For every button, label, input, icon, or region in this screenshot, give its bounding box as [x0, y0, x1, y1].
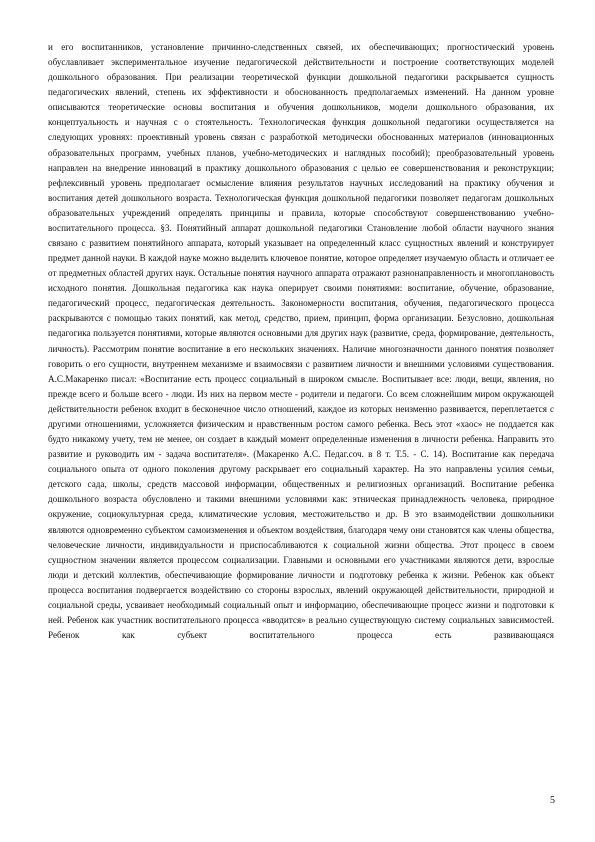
body-text: и его воспитанников, установление причинно-следственных связей, их обеспечивающих; прогностический уровень обуславливает экспериментальное изучение педагогической действительности и построение соответствующих моделей дошкольного образования. При реализации теоретической функции дошкольной педагогики раскрывается сущность педагогических явлений, степень их эффективности и обоснованность предполагаемых изменений. На данном уровне описываются теоретические основы воспитания и обучения дошкольников, модели дошкольного образования, их концептуальность и научная с о стоятельность. Технологическая функция дошкольной педагогики осуществляется на следующих уровнях: проективный уровень связан с разработкой методически обоснованных материалов (инновационных образовательных программ, учебных планов, учебно-методических и наглядных пособий); преобразовательный уровень направлен на внедрение инноваций в практику дошкольного образования с целью ее совершенствования и реконструкции; рефлексивный уровень предполагает осмысление влияния результатов научных исследований на практику обучения и воспитания детей дошкольного возраста. Технологическая функция дошкольной педагогики позволяет педагогам дошкольных образовательных учреждений определять принципы и правила, которые способствуют совершенствованию учебно-воспитательного процесса. §3. Понятийный аппарат дошкольной педагогики Становление любой области научного знания связано с развитием понятийного аппарата, который указывает на определенный класс сущностных явлений и конструирует предмет данной науки. В каждой науке можно выделить ключевое понятие, которое определяет изучаемую область и отличает ее от предметных областей других наук. Остальные понятия научного аппарата отражают разнонаправленность и многоплановость исходного понятия. Дошкольная педагогика как наука оперирует своими понятиями: воспитание, обучение, образование, педагогический процесс, педагогическая деятельность. Закономерности воспитания, обучения, педагогического процесса раскрываются с помощью таких понятий, как метод, средство, прием, принцип, форма организации. Безусловно, дошкольная педагогика пользуется понятиями, которые являются основными для других наук (развитие, среда, формирование, деятельность, личность). Рассмотрим понятие воспитание в его нескольких значениях. Наличие многозначности данного понятия позволяет говорить о его сущности, внутреннем механизме и взаимосвязи с развитием личности и внешними условиями существования. А.С.Макаренко писал: «Воспитание есть процесс социальный в широком смысле. Воспитывает все: люди, вещи, явления, но прежде всего и больше всего - люди. Из них на первом месте - родители и педагоги. Со всем сложнейшим миром окружающей действительности ребенок входит в бесконечное число отношений, каждое из которых неизменно развивается, переплетается с другими отношениями, усложняется физическим и нравственным ростом самого ребенка. Весь этот «хаос» не поддается как будто никакому учету, тем не менее, он создает в каждый момент определенные изменения в личности ребенка. Направить это развитие и руководить им - задача воспитателя». (Макаренко А.С. Педаг.соч. в 8 т. Т.5. - С. 14). Воспитание как передача социального опыта от одного поколения другому раскрывает его социальный характер. На это направлены усилия семьи, детского сада, школы, средств массовой информации, общественных и религиозных организаций. Воспитание ребенка дошкольного возраста обусловлено и такими внешними условиями как: этническая принадлежность человека, природное окружение, социокультурная среда, климатические условия, местожительство и др. В это взаимодействии дошкольники являются одновременно субъектом самоизменения и объектом воздействия, благодаря чему они становятся как члены общества, человеческие личности, индивидуальности и приспосабливаются к социальной жизни общества. Этот процесс в своем сущностном значении является процессом социализации. Главными и основными его участниками являются дети, взрослые люди и детский коллектив, обеспечивающие формирование личности и подготовку ребенка к жизни. Ребенок как объект процесса воспитания подвергается воздействию со стороны взрослых, явлений окружающей действительности, природной и социальной среды, усваивает необходимый социальный опыт и информацию, обеспечивающие процесс жизни и подготовки к ней. Ребенок как участник воспитательного процесса «вводится» в реально существующую систему социальных зависимостей. Ребенок как субъект воспитательного процесса есть развивающаяся [48, 42, 554, 641]
page-number: 5 [550, 795, 555, 806]
